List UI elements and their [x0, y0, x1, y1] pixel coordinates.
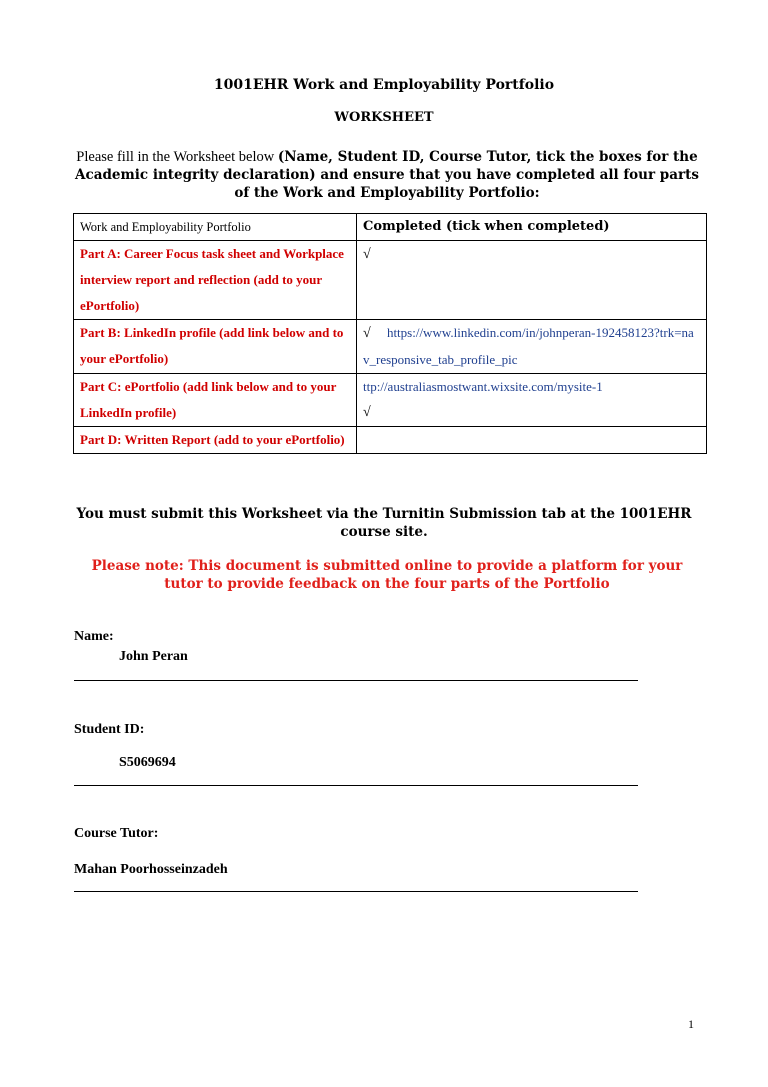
document-subtitle: WORKSHEET — [334, 110, 434, 125]
student-id-label: Student ID: — [74, 722, 145, 737]
part-c-completed-cell[interactable] — [357, 374, 707, 427]
instructions — [74, 148, 700, 202]
course-tutor-label: Course Tutor: — [74, 826, 159, 841]
course-tutor-underline — [74, 891, 638, 892]
table-row — [74, 320, 707, 374]
part-b-completed-cell[interactable] — [357, 320, 707, 374]
name-underline — [74, 680, 638, 681]
part-c-tick: √ — [363, 405, 371, 420]
name-value[interactable]: John Peran — [119, 649, 188, 664]
submit-note: You must submit this Worksheet via the Turnitin Submission tab at the 1001EHR course site. — [76, 506, 692, 540]
table-row — [74, 374, 707, 427]
page-number: 1 — [688, 1017, 694, 1031]
student-id-value[interactable]: S5069694 — [119, 755, 176, 770]
part-d-completed-cell[interactable] — [357, 427, 707, 454]
part-a-tick: √ — [363, 247, 371, 262]
part-a-completed-cell[interactable] — [357, 241, 707, 320]
part-c-label: Part C: ePortfolio (add link below and to your LinkedIn profile) — [74, 374, 357, 427]
course-tutor-value[interactable]: Mahan Poorhosseinzadeh — [74, 862, 228, 877]
part-b-tick: √ — [363, 326, 371, 341]
table-header-right: Completed (tick when completed) — [357, 214, 707, 241]
part-b-label: Part B: LinkedIn profile (add link below and to your ePortfolio) — [74, 320, 357, 374]
table-header-left: Work and Employability Portfolio — [74, 214, 357, 241]
please-note: Please note: This document is submitted online to provide a platform for your tutor to provide feedback on the four parts of the Portfolio — [91, 558, 683, 592]
part-d-label: Part D: Written Report (add to your ePortfolio) — [74, 427, 357, 454]
name-label: Name: — [74, 629, 114, 644]
eportfolio-link[interactable]: ttp://australiasmostwant.wixsite.com/mysite-1 — [363, 379, 603, 394]
linkedin-link[interactable]: https://www.linkedin.com/in/johnperan-192458123?trk=nav_responsive_tab_profile_pic — [363, 325, 694, 367]
portfolio-table — [73, 213, 707, 454]
table-row — [74, 427, 707, 454]
part-a-label: Part A: Career Focus task sheet and Workplace interview report and reflection (add to your ePortfolio) — [74, 241, 357, 320]
instructions-lead: Please fill in the Worksheet below — [76, 149, 278, 165]
table-header-row — [74, 214, 707, 241]
table-row — [74, 241, 707, 320]
student-id-underline — [74, 785, 638, 786]
instructions-emphasis: (Name, Student ID, Course Tutor, tick the boxes for the Academic integrity declaration) and ensure that you have completed all four parts of the Work and Employability Portfolio: — [75, 149, 699, 201]
document-title: 1001EHR Work and Employability Portfolio — [213, 77, 555, 93]
